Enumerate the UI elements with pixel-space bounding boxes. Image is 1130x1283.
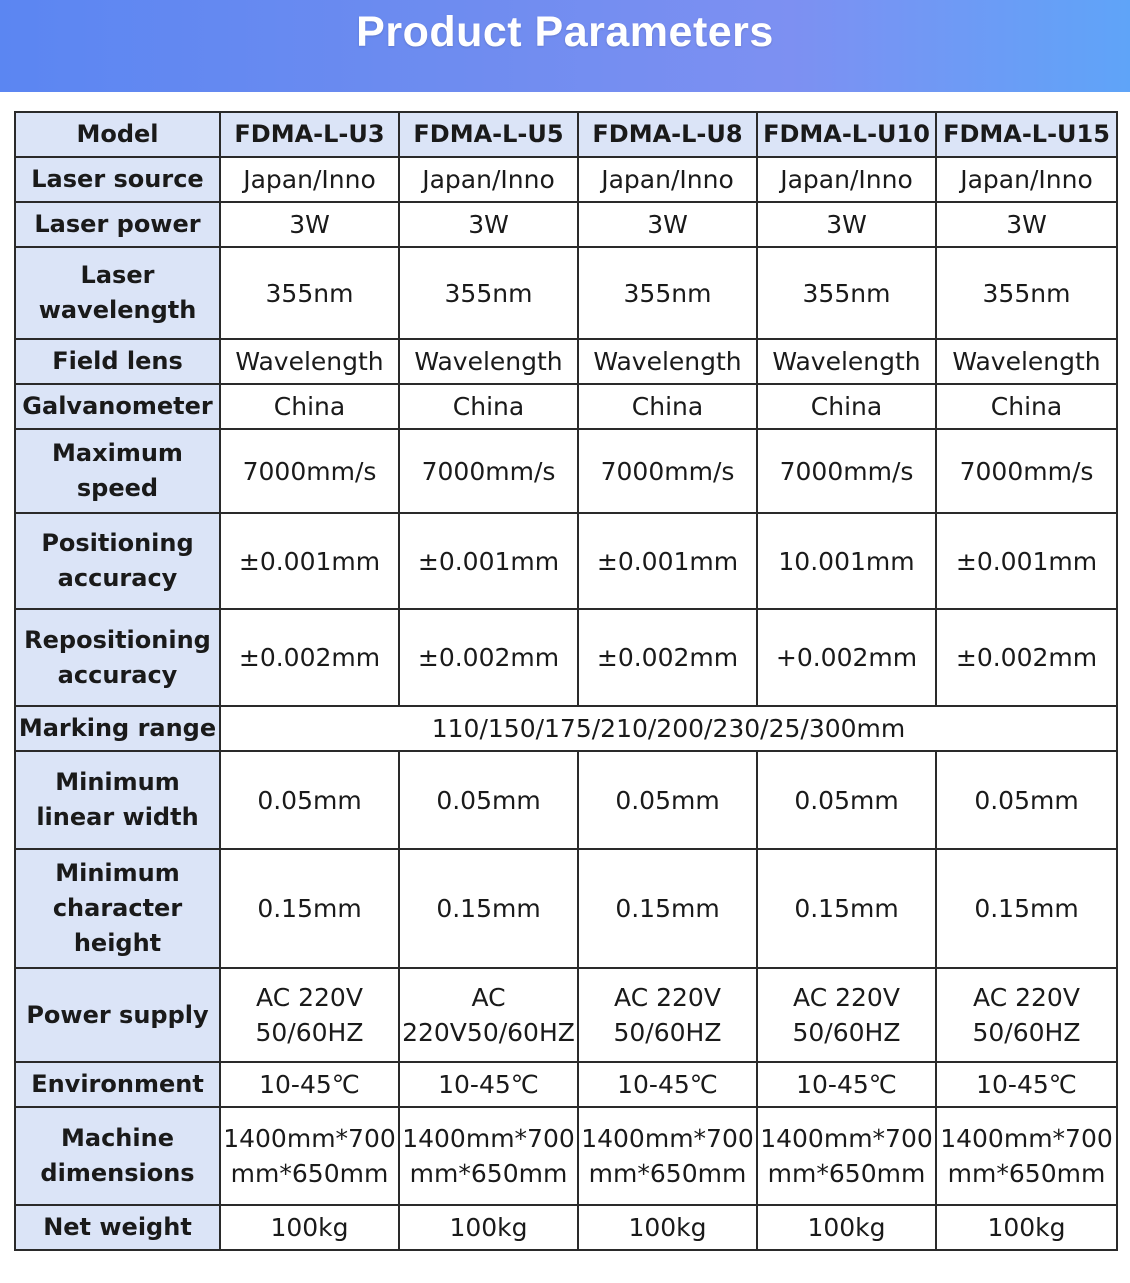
table-cell: 10-45℃ [220,1062,399,1107]
table-cell: Wavelength [578,339,757,384]
table-cell: ±0.001mm [220,513,399,609]
table-cell: 0.15mm [399,849,578,968]
table-cell: 0.15mm [936,849,1117,968]
page-title: Product Parameters [356,7,774,56]
table-cell: ±0.002mm [220,609,399,706]
table-cell: 3W [220,202,399,247]
table-cell: 10.001mm [757,513,936,609]
table-row [15,513,1117,609]
table-cell: ±0.002mm [936,609,1117,706]
table-row [15,849,1117,968]
table-cell: 0.15mm [757,849,936,968]
table-cell: 355nm [399,247,578,339]
table-cell: Wavelength [757,339,936,384]
table-cell: ±0.002mm [578,609,757,706]
model-header: FDMA-L-U15 [936,112,1117,157]
model-header: FDMA-L-U5 [399,112,578,157]
table-cell: 7000mm/s [936,429,1117,513]
table-cell: ±0.001mm [578,513,757,609]
table-cell: 3W [578,202,757,247]
corner-label: Model [15,112,220,157]
cell-text: AC 220V50/60HZ [402,983,575,1047]
table-cell: 0.15mm [578,849,757,968]
table-row [15,1107,1117,1205]
row-label: Galvanometer [15,384,220,429]
table-cell: Japan/Inno [757,157,936,202]
merged-table-cell: 110/150/175/210/200/230/25/300mm [220,706,1117,751]
row-label: Minimum character height [15,849,220,968]
table-row [15,247,1117,339]
table-row [15,157,1117,202]
table-cell: 0.15mm [220,849,399,968]
table-cell: 0.05mm [578,751,757,849]
table-cell: 355nm [578,247,757,339]
table-cell: Japan/Inno [220,157,399,202]
table-cell [936,968,1117,1062]
table-cell: 10-45℃ [757,1062,936,1107]
table-cell: 100kg [220,1205,399,1250]
row-label: Laser source [15,157,220,202]
table-row [15,339,1117,384]
table-row [15,751,1117,849]
table-cell: Wavelength [220,339,399,384]
table-row [15,706,1117,751]
table-cell: 7000mm/s [757,429,936,513]
table-cell: 1400mm*700mm*650mm [757,1107,936,1205]
table-cell: 1400mm*700mm*650mm [578,1107,757,1205]
table-cell: China [220,384,399,429]
table-cell [220,968,399,1062]
table-cell: Japan/Inno [399,157,578,202]
table-cell: Japan/Inno [578,157,757,202]
table-cell: 1400mm*700mm*650mm [399,1107,578,1205]
table-row [15,429,1117,513]
table-cell: 355nm [757,247,936,339]
table-cell: 100kg [936,1205,1117,1250]
table-cell: +0.002mm [757,609,936,706]
table-cell: 3W [757,202,936,247]
table-cell: China [578,384,757,429]
table-cell: 0.05mm [399,751,578,849]
table-cell: China [399,384,578,429]
table-cell: 0.05mm [757,751,936,849]
table-header-row [15,112,1117,157]
table-cell: 7000mm/s [578,429,757,513]
table-cell: 100kg [578,1205,757,1250]
table-cell: China [936,384,1117,429]
model-header: FDMA-L-U10 [757,112,936,157]
table-cell: ±0.002mm [399,609,578,706]
table-cell: 355nm [220,247,399,339]
cell-text: AC 220V 50/60HZ [792,983,901,1047]
table-cell: ±0.001mm [399,513,578,609]
table-cell: 355nm [936,247,1117,339]
row-label: Power supply [15,968,220,1062]
table-cell: 10-45℃ [578,1062,757,1107]
model-header: FDMA-L-U8 [578,112,757,157]
table-row [15,968,1117,1062]
table-cell [399,968,578,1062]
table-cell: 1400mm*700mm*650mm [936,1107,1117,1205]
table-cell: 0.05mm [220,751,399,849]
row-label: Laser power [15,202,220,247]
table-cell [757,968,936,1062]
row-label: Positioning accuracy [15,513,220,609]
row-label: Repositioning accuracy [15,609,220,706]
table-cell: 100kg [399,1205,578,1250]
table-row [15,1205,1117,1250]
table-row [15,1062,1117,1107]
table-cell: 7000mm/s [220,429,399,513]
table-cell: 10-45℃ [936,1062,1117,1107]
table-row [15,202,1117,247]
row-label: Maximum speed [15,429,220,513]
row-label: Machine dimensions [15,1107,220,1205]
table-cell: 0.05mm [936,751,1117,849]
table-cell: Japan/Inno [936,157,1117,202]
table-cell: Wavelength [399,339,578,384]
cell-text: AC 220V 50/60HZ [255,983,364,1047]
row-label: Minimum linear width [15,751,220,849]
table-cell: 100kg [757,1205,936,1250]
row-label: Field lens [15,339,220,384]
table-cell: 7000mm/s [399,429,578,513]
table-row [15,609,1117,706]
cell-text: AC 220V 50/60HZ [613,983,722,1047]
row-label: Environment [15,1062,220,1107]
table-cell: ±0.001mm [936,513,1117,609]
row-label: Laser wavelength [15,247,220,339]
cell-text: AC 220V 50/60HZ [972,983,1081,1047]
table-cell: 10-45℃ [399,1062,578,1107]
row-label: Net weight [15,1205,220,1250]
model-header: FDMA-L-U3 [220,112,399,157]
table-cell: 1400mm*700mm*650mm [220,1107,399,1205]
table-cell: 3W [936,202,1117,247]
table-row [15,384,1117,429]
product-parameters-table [14,111,1118,1251]
title-banner [0,0,1130,92]
table-cell: China [757,384,936,429]
row-label: Marking range [15,706,220,751]
table-cell: Wavelength [936,339,1117,384]
table-cell: 3W [399,202,578,247]
table-cell [578,968,757,1062]
